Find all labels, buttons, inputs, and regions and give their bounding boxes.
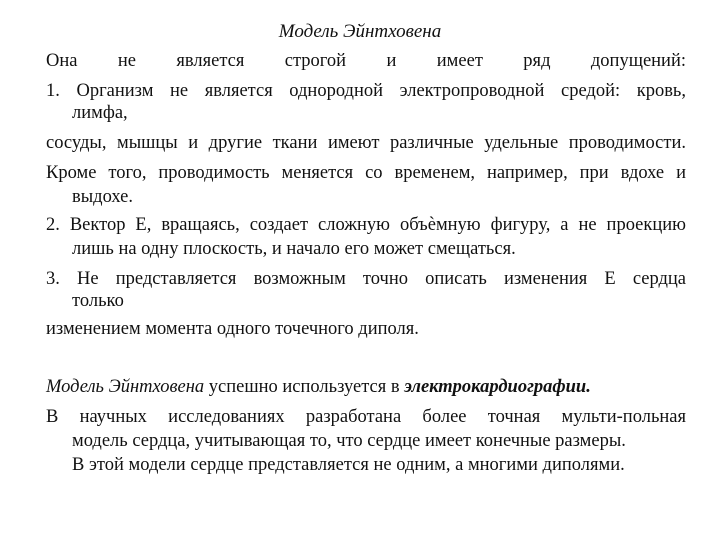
line-point-1-cont: лимфа, bbox=[72, 103, 128, 123]
line-point-3-cont: только bbox=[72, 291, 124, 311]
slide-title: Модель Эйнтховена bbox=[278, 21, 442, 42]
line-point-3: 3. Не представляется возможным точно описать изменения Е сердца bbox=[46, 269, 686, 289]
line-point-2: 2. Вектор Е, вращаясь, создает сложную объѐмную фигуру, а не проекцию bbox=[46, 215, 686, 235]
line-conductivity-cont: выдохе. bbox=[72, 187, 133, 207]
usage-middle-text: успешно используется в bbox=[204, 377, 405, 397]
line-conductivity: Кроме того, проводимость меняется со временем, например, при вдохе и bbox=[46, 163, 686, 183]
line-dipole: изменением момента одного точечного диполя. bbox=[46, 319, 419, 339]
line-assumptions-intro: Она не является строгой и имеет ряд допущений: bbox=[46, 51, 686, 71]
usage-model-name: Модель Эйнтховена bbox=[46, 377, 205, 397]
line-research-cont-2: В этой модели сердце представляется не одним, а многими диполями. bbox=[72, 455, 625, 475]
line-research-cont-1: модель сердца, учитывающая то, что сердце имеет конечные размеры. bbox=[72, 431, 626, 451]
line-point-2-cont: лишь на одну плоскость, и начало его может смещаться. bbox=[72, 239, 516, 259]
usage-field-name: электрокардиографии. bbox=[404, 377, 591, 397]
line-point-1: 1. Организм не является однородной электропроводной средой: кровь, bbox=[46, 81, 686, 101]
line-tissues: сосуды, мышцы и другие ткани имеют различные удельные проводимости. bbox=[46, 133, 686, 153]
line-research: В научных исследованиях разработана более точная мульти-польная bbox=[46, 407, 686, 427]
line-usage bbox=[46, 374, 686, 400]
